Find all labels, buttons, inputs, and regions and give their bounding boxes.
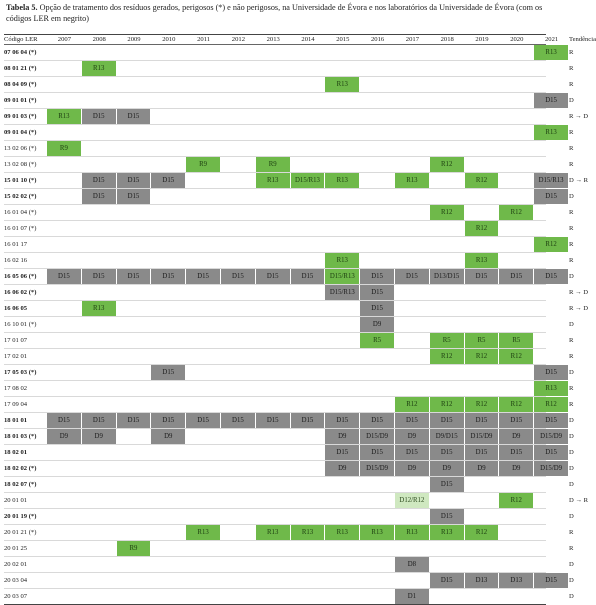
treatment-cell: R12 [430, 349, 465, 364]
table-row [4, 109, 589, 125]
treatment-cell: D15 [325, 445, 360, 460]
ler-code: 15 01 10 (*) [4, 177, 37, 184]
ler-code: 20 01 21 (*) [4, 529, 37, 536]
treatment-cell: D15 [47, 269, 82, 284]
table-row [4, 493, 589, 509]
treatment-cell: D15 [360, 301, 395, 316]
treatment-cell: R12 [430, 157, 465, 172]
header-year: 2009 [127, 36, 141, 43]
treatment-cell: D8 [395, 557, 430, 572]
treatment-cell: D15 [256, 413, 291, 428]
treatment-cell: R13 [430, 525, 465, 540]
table-row [4, 429, 574, 445]
treatment-cell: D15 [221, 269, 256, 284]
table-row [4, 221, 574, 237]
trend-cell: R → D [569, 289, 589, 296]
treatment-cell: D15 [221, 413, 256, 428]
ler-code: 13 02 06 (*) [4, 145, 37, 152]
trend-cell: R [569, 353, 574, 360]
header-year: 2014 [301, 36, 315, 43]
treatment-cell: D1 [395, 589, 430, 604]
ler-code: 08 04 09 (*) [4, 81, 37, 88]
treatment-cell: R13 [534, 125, 569, 140]
treatment-cell: R13 [360, 525, 395, 540]
table-row [4, 477, 574, 493]
header-year: 2010 [162, 36, 176, 43]
table-row [4, 141, 574, 157]
treatment-cell: D15 [465, 445, 500, 460]
treatment-cell: D15 [186, 269, 221, 284]
treatment-cell: D9 [82, 429, 117, 444]
ler-code: 16 06 02 (*) [4, 289, 37, 296]
treatment-cell: D15 [534, 445, 569, 460]
trend-cell: D [569, 593, 574, 600]
treatment-cell: R13 [256, 173, 291, 188]
treatment-cell: R13 [325, 173, 360, 188]
treatment-cell: R12 [499, 205, 534, 220]
treatment-cell: D15 [465, 269, 500, 284]
treatment-cell: D13/D15 [430, 269, 465, 284]
trend-cell: D → R [569, 177, 589, 184]
ler-code: 18 01 03 (*) [4, 433, 37, 440]
ler-code: 20 01 19 (*) [4, 513, 37, 520]
treatment-cell: R13 [186, 525, 221, 540]
treatment-cell: D9 [395, 461, 430, 476]
table-row [4, 541, 574, 557]
trend-cell: R [569, 385, 574, 392]
trend-cell: R [569, 257, 574, 264]
table-row [4, 397, 574, 413]
treatment-cell: R5 [360, 333, 395, 348]
ler-code: 20 03 07 [4, 593, 28, 600]
treatment-cell: D15 [256, 269, 291, 284]
table-row [4, 301, 589, 317]
ler-code: 16 05 06 (*) [4, 273, 37, 280]
treatment-cell: D15 [117, 173, 152, 188]
table-row [4, 269, 574, 285]
trend-cell: D [569, 465, 574, 472]
treatment-cell: D15 [430, 445, 465, 460]
treatment-cell: R12 [465, 173, 500, 188]
table-row [4, 45, 574, 61]
header-year: 2018 [440, 36, 454, 43]
trend-cell: R [569, 145, 574, 152]
ler-code: 17 05 03 (*) [4, 369, 37, 376]
treatment-cell: D15 [151, 173, 186, 188]
treatment-cell: D15 [47, 413, 82, 428]
ler-code: 09 01 04 (*) [4, 129, 37, 136]
header-year: 2020 [510, 36, 524, 43]
treatment-cell: D9/D15 [430, 429, 465, 444]
header-year: 2021 [544, 36, 559, 43]
treatment-cell: R13 [291, 525, 326, 540]
table-row [4, 125, 574, 141]
trend-cell: D [569, 481, 574, 488]
treatment-cell: D15/D9 [360, 429, 395, 444]
table-row [4, 173, 589, 189]
treatment-cell: R13 [465, 253, 500, 268]
treatment-cell: D15/R13 [534, 173, 569, 188]
ler-code: 16 02 16 [4, 257, 28, 264]
treatment-cell: R13 [325, 77, 360, 92]
treatment-cell: D15 [151, 413, 186, 428]
treatment-cell: D9 [151, 429, 186, 444]
table-row [4, 413, 574, 429]
trend-cell: R [569, 129, 574, 136]
table-row [4, 333, 574, 349]
header-code: Código LER [4, 36, 38, 43]
ler-code: 07 06 04 (*) [4, 49, 37, 56]
ler-code: 16 10 01 (*) [4, 321, 37, 328]
caption-label: Tabela 5. [6, 3, 38, 12]
treatment-cell: D15 [499, 445, 534, 460]
treatment-cell: R13 [325, 253, 360, 268]
treatment-cell: D15 [534, 573, 569, 588]
table-row [4, 365, 574, 381]
trend-cell: D [569, 273, 574, 280]
table-row [4, 381, 574, 397]
ler-code: 18 01 01 [4, 417, 28, 424]
table-header-row [4, 34, 596, 45]
treatment-cell: D15 [430, 573, 465, 588]
ler-code: 17 08 02 [4, 385, 28, 392]
trend-cell: D [569, 417, 574, 424]
treatment-cell: D15/D9 [465, 429, 500, 444]
treatment-cell: D15 [430, 509, 465, 524]
treatment-cell: D15 [291, 269, 326, 284]
table-caption [6, 2, 546, 24]
treatment-cell: D15/R13 [325, 285, 360, 300]
treatment-cell: D15 [534, 269, 569, 284]
treatment-cell: R9 [117, 541, 152, 556]
treatment-cell: D15/R13 [325, 269, 360, 284]
treatment-cell: D15 [360, 285, 395, 300]
trend-cell: R [569, 337, 574, 344]
header-year: 2015 [336, 36, 350, 43]
treatment-cell: D9 [465, 461, 500, 476]
table-row [4, 253, 574, 269]
treatment-cell: D15 [360, 413, 395, 428]
treatment-cell: D15 [82, 269, 117, 284]
treatment-cell: D15 [430, 477, 465, 492]
trend-cell: D [569, 97, 574, 104]
table-row [4, 589, 574, 605]
trend-cell: D [569, 513, 574, 520]
treatment-cell: D15 [534, 189, 569, 204]
header-year: 2008 [92, 36, 106, 43]
trend-cell: R [569, 545, 574, 552]
ler-code: 17 09 04 [4, 401, 28, 408]
ler-code: 16 06 05 [4, 305, 28, 312]
treatment-cell: R12 [395, 397, 430, 412]
table-row [4, 509, 574, 525]
treatment-cell: D15 [360, 269, 395, 284]
ler-code: 09 01 03 (*) [4, 113, 37, 120]
treatment-cell: R13 [82, 301, 117, 316]
treatment-cell: D15 [82, 109, 117, 124]
treatment-cell: R13 [395, 525, 430, 540]
treatment-cell: D9 [499, 429, 534, 444]
treatment-cell: R9 [47, 141, 82, 156]
trend-cell: R [569, 81, 574, 88]
ler-code: 20 03 04 [4, 577, 28, 584]
treatment-cell: D15 [117, 269, 152, 284]
treatment-cell: D15 [499, 413, 534, 428]
treatment-cell: R5 [465, 333, 500, 348]
table-row [4, 445, 574, 461]
treatment-cell: R12 [499, 493, 534, 508]
ler-code: 13 02 08 (*) [4, 161, 37, 168]
trend-cell: D → R [569, 497, 589, 504]
treatment-cell: D9 [325, 461, 360, 476]
treatment-cell: R12 [465, 397, 500, 412]
trend-cell: R [569, 529, 574, 536]
header-year: 2017 [405, 36, 419, 43]
table-row [4, 93, 574, 109]
treatment-cell: R12 [430, 205, 465, 220]
treatment-cell: R13 [82, 61, 117, 76]
trend-cell: R [569, 209, 574, 216]
treatment-cell: R13 [47, 109, 82, 124]
waste-treatment-table [4, 34, 596, 605]
treatment-cell: D15 [534, 413, 569, 428]
treatment-cell: R12 [465, 525, 500, 540]
treatment-cell: R12 [534, 237, 569, 252]
trend-cell: R → D [569, 305, 589, 312]
table-row [4, 557, 574, 573]
treatment-cell: D9 [360, 317, 395, 332]
table-row [4, 349, 574, 365]
treatment-cell: D15 [151, 365, 186, 380]
table-row [4, 157, 574, 173]
treatment-cell: D15 [499, 269, 534, 284]
trend-cell: D [569, 577, 574, 584]
treatment-cell: D9 [395, 429, 430, 444]
trend-cell: D [569, 193, 574, 200]
treatment-cell: D15/D9 [534, 461, 569, 476]
header-year: 2016 [370, 36, 385, 43]
treatment-cell: D15 [430, 413, 465, 428]
header-year: 2011 [197, 36, 211, 43]
table-row [4, 61, 574, 77]
trend-cell: D [569, 449, 574, 456]
treatment-cell: R13 [395, 173, 430, 188]
table-row [4, 77, 574, 93]
treatment-cell: D15 [117, 413, 152, 428]
treatment-cell: R12 [499, 397, 534, 412]
treatment-cell: R13 [534, 381, 569, 396]
treatment-cell: D15 [360, 445, 395, 460]
ler-code: 18 02 02 (*) [4, 465, 37, 472]
treatment-cell: D15 [325, 413, 360, 428]
trend-cell: R [569, 225, 574, 232]
treatment-cell: D15 [291, 413, 326, 428]
ler-code: 18 02 01 [4, 449, 28, 456]
trend-cell: R [569, 65, 574, 72]
treatment-cell: D9 [325, 429, 360, 444]
header-year: 2012 [231, 36, 245, 43]
trend-cell: D [569, 561, 574, 568]
header-year: 2013 [266, 36, 280, 43]
treatment-cell: D15 [395, 445, 430, 460]
treatment-cell: D15 [117, 109, 152, 124]
trend-cell: D [569, 369, 574, 376]
ler-code: 17 01 07 [4, 337, 28, 344]
treatment-cell: D13 [465, 573, 500, 588]
treatment-cell: R5 [430, 333, 465, 348]
ler-code: 20 01 01 [4, 497, 28, 504]
treatment-cell: D15 [82, 413, 117, 428]
treatment-cell: D9 [430, 461, 465, 476]
trend-cell: R [569, 241, 574, 248]
treatment-cell: D13 [499, 573, 534, 588]
treatment-cell: D15 [117, 189, 152, 204]
trend-cell: R [569, 161, 574, 168]
trend-cell: D [569, 433, 574, 440]
treatment-cell: R13 [256, 525, 291, 540]
treatment-cell: D9 [499, 461, 534, 476]
treatment-cell: D15 [395, 269, 430, 284]
treatment-cell: D15 [186, 413, 221, 428]
treatment-cell: D15 [151, 269, 186, 284]
ler-code: 08 01 21 (*) [4, 65, 37, 72]
treatment-cell: D15/R13 [291, 173, 326, 188]
trend-cell: R [569, 401, 574, 408]
treatment-cell: R9 [256, 157, 291, 172]
trend-cell: D [569, 321, 574, 328]
treatment-cell: R5 [499, 333, 534, 348]
treatment-cell: D15 [395, 413, 430, 428]
table-row [4, 237, 574, 253]
treatment-cell: D15 [82, 189, 117, 204]
treatment-cell: R12 [499, 349, 534, 364]
ler-code: 15 02 02 (*) [4, 193, 37, 200]
ler-code: 20 02 01 [4, 561, 28, 568]
table-row [4, 525, 574, 541]
ler-code: 16 01 04 (*) [4, 209, 37, 216]
ler-code: 20 01 25 [4, 545, 28, 552]
treatment-cell: D12/R12 [395, 493, 430, 508]
table-row [4, 205, 574, 221]
table-row [4, 285, 589, 301]
header-trend: Tendência [569, 36, 596, 43]
ler-code: 18 02 07 (*) [4, 481, 37, 488]
treatment-cell: R13 [325, 525, 360, 540]
treatment-cell: R12 [465, 221, 500, 236]
ler-code: 16 01 07 (*) [4, 225, 37, 232]
treatment-cell: D15/D9 [360, 461, 395, 476]
caption-text: Opção de tratamento dos resíduos gerados, perigosos (*) e não perigosos, na Universidade de Évora e nos laboratórios da Universidade de Évora (com os códigos LER em negrito) [6, 3, 543, 23]
treatment-cell: R12 [430, 397, 465, 412]
treatment-cell: R12 [465, 349, 500, 364]
treatment-cell: R13 [534, 45, 569, 60]
header-year: 2007 [57, 36, 71, 43]
trend-cell: R → D [569, 113, 589, 120]
treatment-cell: D15 [534, 93, 569, 108]
header-year: 2019 [475, 36, 489, 43]
table-row [4, 189, 574, 205]
ler-code: 16 01 17 [4, 241, 28, 248]
table-row [4, 573, 574, 589]
table-row [4, 317, 574, 333]
treatment-cell: D15 [465, 413, 500, 428]
treatment-cell: D15 [82, 173, 117, 188]
treatment-cell: R12 [534, 397, 569, 412]
treatment-cell: R9 [186, 157, 221, 172]
trend-cell: R [569, 49, 574, 56]
table-row [4, 461, 574, 477]
ler-code: 09 01 01 (*) [4, 97, 37, 104]
treatment-cell: D15/D9 [534, 429, 569, 444]
treatment-cell: D9 [47, 429, 82, 444]
treatment-cell: D15 [534, 365, 569, 380]
ler-code: 17 02 01 [4, 353, 28, 360]
